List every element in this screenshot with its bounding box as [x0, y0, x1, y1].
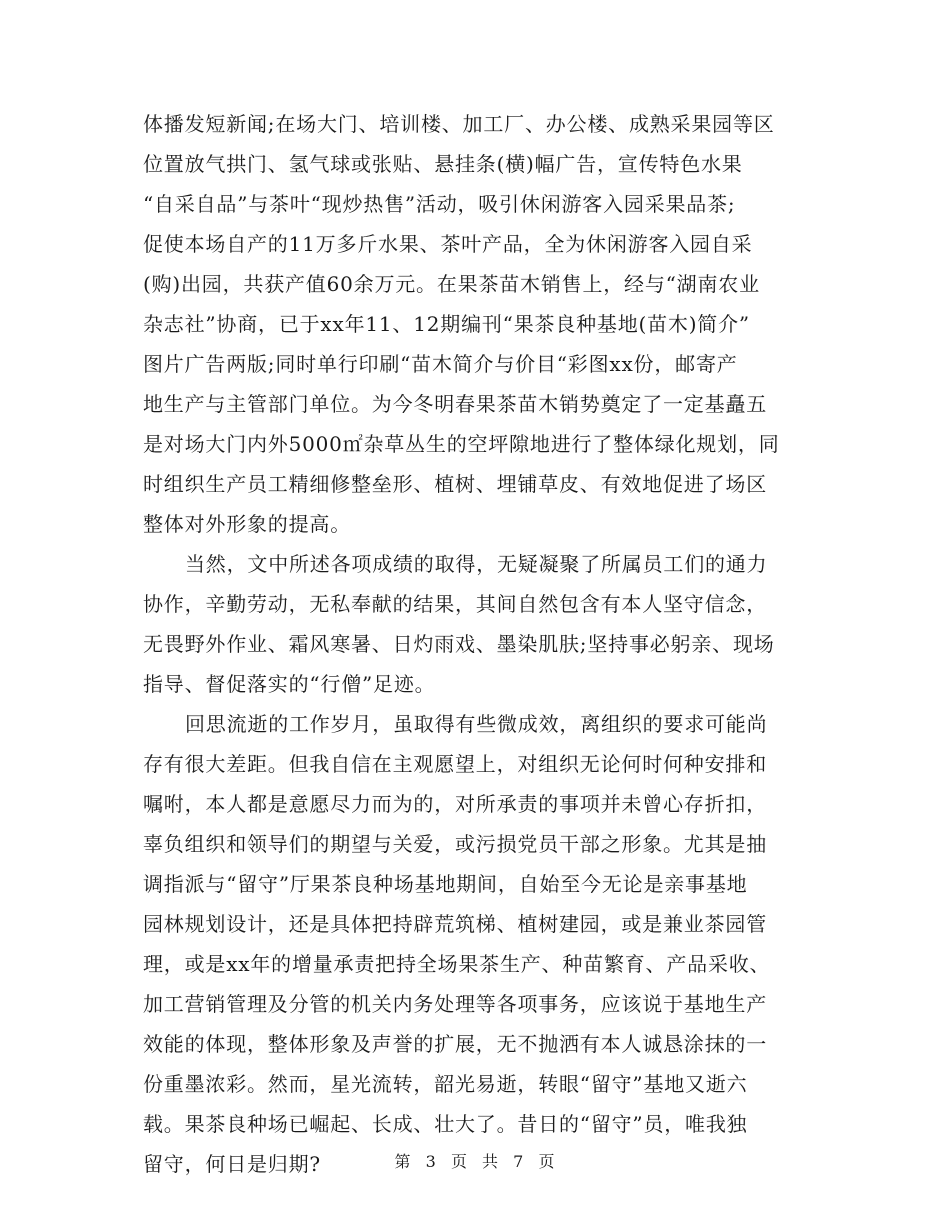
document-body: [143, 104, 808, 1184]
text-line: “自采自品”与茶叶“现炒热售”活动，吸引休闲游客入园采果品茶;: [143, 192, 736, 216]
text-line: 指导、督促落实的“行僧”足迹。: [143, 672, 436, 696]
paragraph-2: [143, 544, 808, 704]
text-line: 效能的体现，整体形象及声誉的扩展，无不抛洒有本人诚恳涂抹的一: [143, 1032, 767, 1056]
text-line: 协作，辛勤劳动，无私奉献的结果，其间自然包含有本人坚守信念，: [143, 592, 767, 616]
text-line: 杂志社”协商，已于xx年11、12期编刊“果茶良种基地(苗木)简介”: [143, 312, 750, 336]
text-line: 地生产与主管部门单位。为今冬明春果茶苗木销势奠定了一定基矗五: [143, 392, 767, 416]
text-line: 园林规划设计，还是具体把持辟荒筑梯、植树建园，或是兼业茶园管: [143, 912, 767, 936]
text-line: 加工营销管理及分管的机关内务处理等各项事务，应该说于基地生产: [143, 992, 767, 1016]
footer-total-pages: 7: [513, 1152, 525, 1171]
text-line: 存有很大差距。但我自信在主观愿望上，对组织无论何时何种安排和: [143, 752, 767, 776]
text-line: 回思流逝的工作岁月，虽取得有些微成效，离组织的要求可能尚: [185, 712, 768, 736]
text-line: 份重墨浓彩。然而，星光流转，韶光易逝，转眼“留守”基地又逝六: [143, 1072, 748, 1096]
text-line: 理，或是xx年的增量承责把持全场果茶生产、种苗繁育、产品采收、: [143, 952, 771, 976]
text-line: 体播发短新闻;在场大门、培训楼、加工厂、办公楼、成熟采果园等区: [143, 112, 775, 136]
footer-suffix: 页: [538, 1152, 556, 1171]
text-line: 调指派与“留守”厅果茶良种场基地期间，自始至今无论是亲事基地: [143, 872, 748, 896]
text-line: 图片广告两版;同时单行印刷“苗木简介与价目“彩图xx份，邮寄产: [143, 352, 738, 376]
text-line: 位置放气拱门、氢气球或张贴、悬挂条(横)幅广告，宣传特色水果: [143, 152, 743, 176]
footer-current-page: 3: [425, 1152, 437, 1171]
paragraph-1: [143, 104, 808, 544]
text-line: 留守，何日是归期?: [143, 1152, 321, 1176]
text-line: 无畏野外作业、霜风寒暑、日灼雨戏、墨染肌肤;坚持事必躬亲、现场: [143, 632, 775, 656]
paragraph-3: [143, 704, 808, 1184]
text-line: 嘱咐，本人都是意愿尽力而为的，对所承责的事项并未曾心存折扣，: [143, 792, 767, 816]
footer-total-word: 共: [482, 1152, 500, 1171]
page-footer: [0, 1150, 950, 1174]
text-line: 辜负组织和领导们的期望与关爱，或污损党员干部之形象。尤其是抽: [143, 832, 767, 856]
text-line: 整体对外形象的提高。: [143, 512, 351, 536]
footer-page-word: 页: [450, 1152, 468, 1171]
text-line: 是对场大门内外5000㎡杂草丛生的空坪隙地进行了整体绿化规划，同: [143, 432, 780, 456]
text-line: 载。果茶良种场已崛起、长成、壮大了。昔日的“留守”员，唯我独: [143, 1112, 748, 1136]
text-line: (购)出园，共获产值60余万元。在果茶苗木销售上，经与“湖南农业: [143, 272, 760, 296]
footer-prefix: 第: [394, 1152, 412, 1171]
text-line: 促使本场自产的11万多斤水果、茶叶产品，全为休闲游客入园自采: [143, 232, 753, 256]
text-line: 当然，文中所述各项成绩的取得，无疑凝聚了所属员工们的通力: [185, 552, 768, 576]
text-line: 时组织生产员工精细修整垒形、植树、埋铺草皮、有效地促进了场区: [143, 472, 767, 496]
